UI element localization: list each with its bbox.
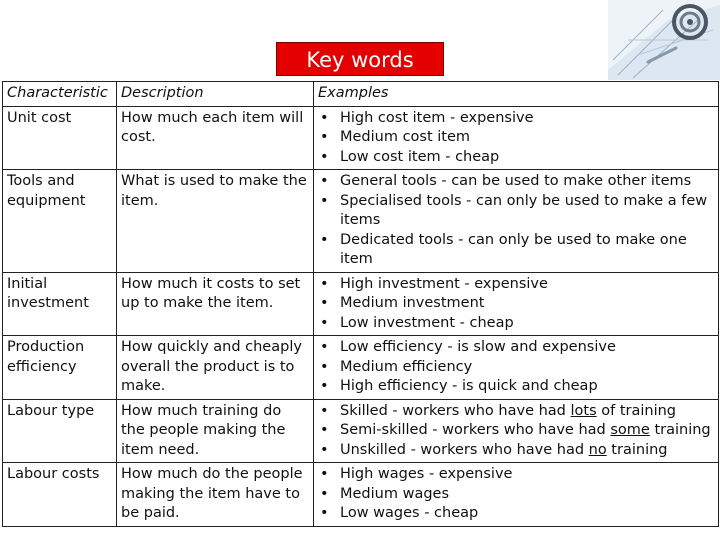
- example-item: [318, 109, 714, 129]
- bullet-icon: •: [320, 402, 329, 419]
- examples-list: [318, 109, 714, 168]
- table-row: [3, 170, 719, 273]
- bullet-icon: •: [320, 295, 329, 311]
- characteristic-cell: Production efficiency: [3, 336, 117, 400]
- example-item: [318, 465, 714, 485]
- example-text: Skilled - workers who have had: [340, 402, 571, 419]
- bullet-icon: •: [320, 358, 329, 375]
- example-item: [318, 192, 714, 231]
- table-row: [3, 272, 719, 336]
- description-cell: What is used to make the item.: [117, 170, 314, 273]
- example-item: [318, 377, 714, 397]
- description-cell: How quickly and cheaply overall the product is to make.: [117, 336, 314, 400]
- example-emphasis: some: [610, 422, 650, 438]
- example-text-end: training: [606, 441, 668, 458]
- example-text: High wages - expensive: [340, 466, 513, 482]
- examples-list: [318, 338, 714, 397]
- bullet-icon: •: [320, 466, 329, 482]
- example-text: Medium wages: [340, 485, 450, 502]
- characteristic-cell: Labour costs: [3, 463, 117, 527]
- example-emphasis: lots: [570, 402, 597, 419]
- example-text: Low investment - cheap: [340, 314, 514, 331]
- table-row: [3, 463, 719, 527]
- bullet-icon: •: [320, 231, 329, 248]
- characteristic-cell: Unit cost: [3, 106, 117, 170]
- bullet-icon: •: [320, 339, 329, 355]
- example-text: Low wages - cheap: [340, 505, 479, 521]
- example-item: [318, 128, 714, 148]
- description-cell: How much it costs to set up to make the item.: [117, 272, 314, 336]
- header-description: Description: [117, 82, 314, 107]
- example-text-end: of training: [596, 402, 677, 419]
- characteristic-cell: Labour type: [3, 399, 117, 463]
- example-item: [318, 172, 714, 192]
- example-text: Dedicated tools - can only be used to make one item: [340, 231, 687, 267]
- example-text: General tools - can be used to make other items: [340, 173, 692, 189]
- example-item: [318, 275, 714, 295]
- page-title: Key words: [276, 42, 444, 76]
- table-header-row: [3, 82, 719, 107]
- example-text: Specialised tools - can only be used to make a few items: [340, 192, 708, 228]
- bullet-icon: •: [320, 441, 329, 458]
- bullet-icon: •: [320, 173, 329, 189]
- example-item: [318, 314, 714, 334]
- header-characteristic: Characteristic: [3, 82, 117, 107]
- example-text: High investment - expensive: [340, 275, 548, 292]
- example-text: Unskilled - workers who have had: [340, 441, 589, 458]
- example-item: [318, 231, 714, 270]
- bullet-icon: •: [320, 378, 329, 394]
- bullet-icon: •: [320, 129, 329, 145]
- characteristic-cell: Initial investment: [3, 272, 117, 336]
- examples-cell: [314, 399, 719, 463]
- engineering-drawing-image: [608, 0, 720, 80]
- description-cell: How much do the people making the item have to be paid.: [117, 463, 314, 527]
- example-item: [318, 338, 714, 358]
- description-cell: How much training do the people making the item need.: [117, 399, 314, 463]
- key-words-table: [2, 81, 719, 527]
- example-text-end: training: [649, 422, 711, 438]
- example-text: Medium investment: [340, 295, 485, 311]
- examples-list: [318, 465, 714, 524]
- example-text: High cost item - expensive: [340, 109, 534, 126]
- bullet-icon: •: [320, 275, 329, 292]
- examples-cell: [314, 336, 719, 400]
- bullet-icon: •: [320, 422, 329, 438]
- example-text: Medium efficiency: [340, 358, 473, 375]
- example-text: Semi-skilled - workers who have had: [340, 422, 611, 438]
- example-item: [318, 485, 714, 505]
- description-cell: How much each item will cost.: [117, 106, 314, 170]
- characteristic-cell: Tools and equipment: [3, 170, 117, 273]
- example-text: Low cost item - cheap: [340, 148, 500, 165]
- examples-cell: [314, 463, 719, 527]
- example-item: [318, 441, 714, 461]
- bullet-icon: •: [320, 148, 329, 165]
- examples-cell: [314, 170, 719, 273]
- table-row: [3, 336, 719, 400]
- examples-cell: [314, 272, 719, 336]
- example-item: [318, 148, 714, 168]
- bullet-icon: •: [320, 109, 329, 126]
- examples-list: [318, 275, 714, 334]
- example-item: [318, 358, 714, 378]
- bullet-icon: •: [320, 314, 329, 331]
- example-item: [318, 504, 714, 524]
- example-text: High efficiency - is quick and cheap: [340, 378, 598, 394]
- bullet-icon: •: [320, 485, 329, 502]
- example-text: Medium cost item: [340, 129, 471, 145]
- example-emphasis: no: [588, 441, 607, 458]
- bullet-icon: •: [320, 505, 329, 521]
- example-item: [318, 421, 714, 441]
- example-item: [318, 294, 714, 314]
- examples-list: [318, 172, 714, 270]
- table-row: [3, 106, 719, 170]
- example-item: [318, 402, 714, 422]
- examples-cell: [314, 106, 719, 170]
- example-text: Low efficiency - is slow and expensive: [340, 339, 616, 355]
- header-examples: Examples: [314, 82, 719, 107]
- bullet-icon: •: [320, 192, 329, 209]
- examples-list: [318, 402, 714, 461]
- table-row: [3, 399, 719, 463]
